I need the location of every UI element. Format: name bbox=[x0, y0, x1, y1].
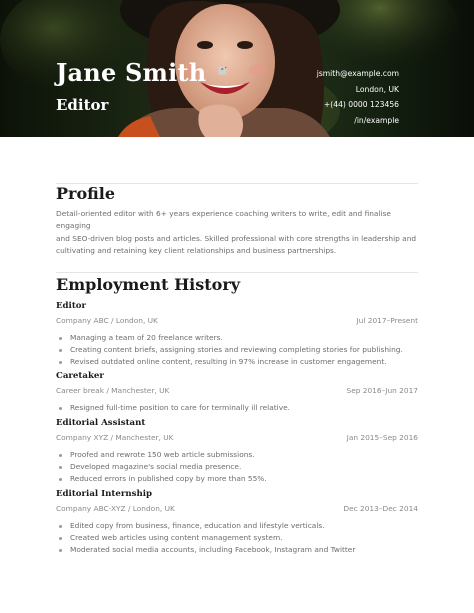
job-title: Editor bbox=[56, 301, 87, 311]
job-bullets bbox=[56, 402, 418, 414]
job-title: Editorial Internship bbox=[56, 489, 152, 499]
job-bullet: Edited copy from business, finance, education and lifestyle verticals. bbox=[56, 520, 418, 532]
job-meta bbox=[56, 384, 418, 398]
job-bullets bbox=[56, 520, 418, 556]
job-bullet: Created web articles using content management system. bbox=[56, 532, 418, 544]
section-divider bbox=[56, 272, 418, 273]
linkedin-link[interactable]: /in/example bbox=[354, 115, 399, 125]
linkedin-icon bbox=[409, 116, 418, 125]
candidate-name: Jane Smith bbox=[56, 58, 207, 87]
job-meta bbox=[56, 314, 418, 328]
job-bullet: Proofed and rewrote 150 web article submissions. bbox=[56, 449, 418, 461]
profile-line: Detail-oriented editor with 6+ years experience coaching writers to write, edit and finalise engaging bbox=[56, 209, 391, 231]
contact-phone bbox=[218, 97, 418, 113]
job-bullet: Managing a team of 20 freelance writers. bbox=[56, 332, 418, 344]
header-banner bbox=[0, 0, 474, 137]
job-title: Caretaker bbox=[56, 371, 104, 381]
job-bullet: Resigned full-time position to care for terminally ill relative. bbox=[56, 402, 418, 414]
location-pin-icon bbox=[409, 85, 418, 94]
job-entry bbox=[56, 417, 418, 485]
job-meta bbox=[56, 431, 418, 445]
job-meta bbox=[56, 502, 418, 516]
job-company: Company ABC-XYZ / London, UK bbox=[56, 504, 175, 513]
employment-heading: Employment History bbox=[56, 275, 241, 294]
job-dates: Dec 2013–Dec 2014 bbox=[343, 504, 418, 513]
job-company: Career break / Manchester, UK bbox=[56, 386, 170, 395]
job-bullets bbox=[56, 332, 418, 368]
profile-line: and SEO-driven blog posts and articles. Skilled professional with core strengths in leadership and bbox=[56, 233, 417, 243]
job-bullet: Developed magazine's social media presence. bbox=[56, 461, 418, 473]
job-bullet: Creating content briefs, assigning stories and reviewing completing stories for publishing. bbox=[56, 344, 418, 356]
candidate-title: Editor bbox=[56, 96, 109, 114]
job-dates: Sep 2016–Jun 2017 bbox=[346, 386, 418, 395]
contact-email bbox=[218, 66, 418, 82]
job-company: Company ABC / London, UK bbox=[56, 316, 158, 325]
job-bullet: Revised outdated online content, resulting in 97% increase in customer engagement. bbox=[56, 356, 418, 368]
profile-line: cultivating and retaining key client relationships and business partnerships. bbox=[56, 246, 337, 256]
job-bullets bbox=[56, 449, 418, 485]
job-entry bbox=[56, 370, 418, 414]
job-dates: Jan 2015–Sep 2016 bbox=[346, 433, 418, 442]
profile-summary bbox=[56, 208, 420, 258]
job-entry bbox=[56, 300, 418, 368]
contact-linkedin bbox=[218, 113, 418, 129]
job-company: Company XYZ / Manchester, UK bbox=[56, 433, 174, 442]
job-title: Editorial Assistant bbox=[56, 418, 146, 428]
job-bullet: Reduced errors in published copy by more than 55%. bbox=[56, 473, 418, 485]
contact-list bbox=[218, 66, 418, 128]
phone-icon bbox=[409, 100, 418, 109]
profile-heading: Profile bbox=[56, 184, 116, 203]
job-dates: Jul 2017–Present bbox=[356, 316, 418, 325]
phone-link[interactable]: +(44) 0000 123456 bbox=[323, 100, 399, 110]
job-entry bbox=[56, 488, 418, 556]
job-bullet: Moderated social media accounts, including Facebook, Instagram and Twitter bbox=[56, 544, 418, 556]
location-text: London, UK bbox=[355, 84, 399, 94]
email-icon bbox=[409, 69, 418, 78]
contact-location bbox=[218, 82, 418, 98]
email-link[interactable]: jsmith@example.com bbox=[316, 69, 399, 79]
